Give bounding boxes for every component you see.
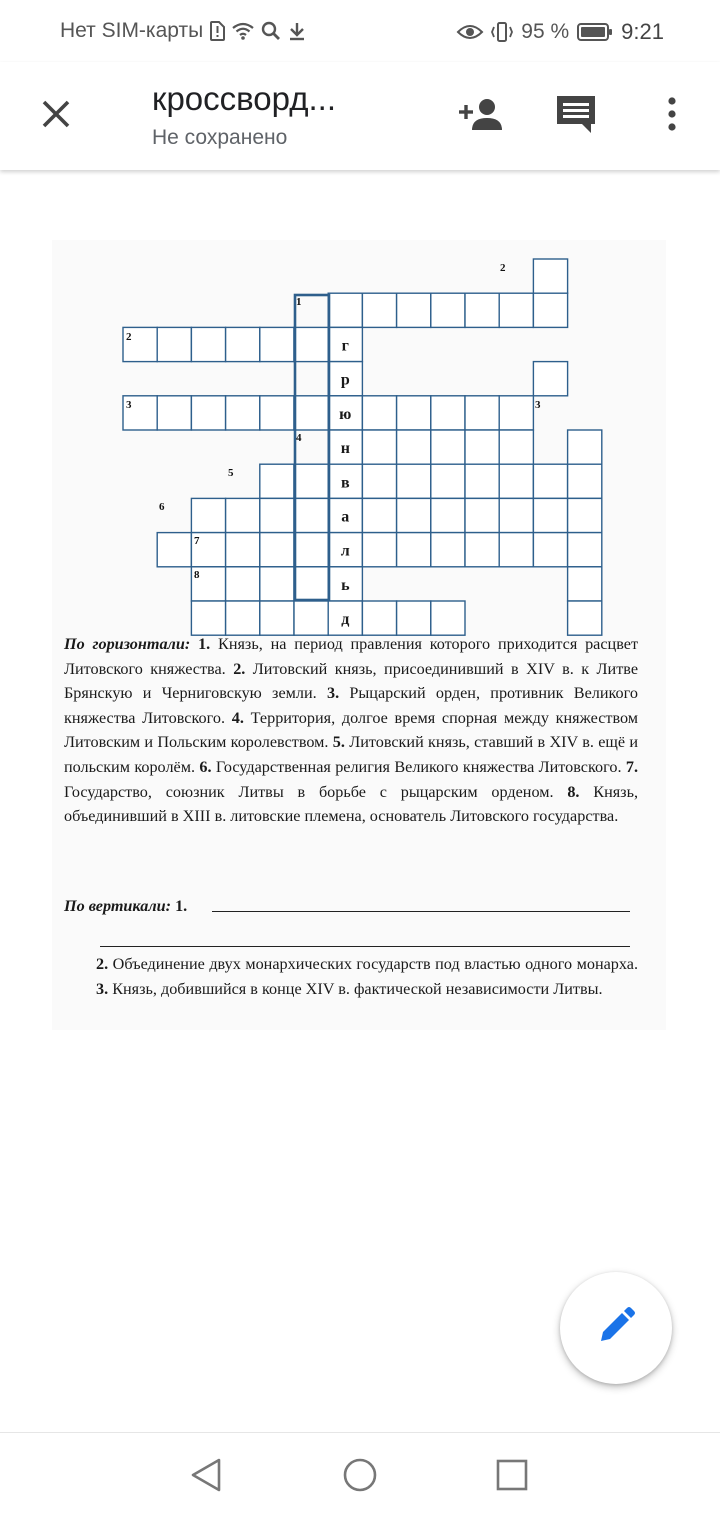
battery-icon [577, 22, 613, 42]
crossword-cell [226, 396, 260, 430]
clue-number: 2. [233, 659, 246, 678]
crossword-cell [431, 601, 465, 635]
crossword-cell [191, 396, 225, 430]
share-button[interactable] [450, 86, 510, 146]
crossword-cell [568, 464, 602, 498]
clue-number: 7. [625, 757, 639, 776]
crossword-cell [533, 293, 567, 327]
crossword-cell [397, 464, 431, 498]
clue-text: Рыцарский орден, противник Великого княжества Литовского. [64, 684, 638, 727]
more-vert-icon [667, 97, 677, 136]
crossword-cell [260, 567, 294, 601]
crossword-cell [362, 464, 396, 498]
clue-number: 3 [126, 399, 132, 411]
close-icon [41, 99, 71, 134]
crossword-cell [533, 259, 567, 293]
vertical-clue-number: 1. [175, 897, 188, 915]
crossword-cell [431, 396, 465, 430]
crossword-cell [533, 533, 567, 567]
crossword-cell [260, 396, 294, 430]
app-bar [0, 62, 720, 170]
crossword-cell [294, 567, 328, 601]
crossword-cell [499, 430, 533, 464]
clock: 9:21 [621, 19, 664, 44]
clue-text: Литовский князь, ставший в XIV в. ещё и польским королём. [64, 733, 639, 776]
crossword-cell [294, 464, 328, 498]
crossword-grid [52, 240, 666, 629]
crossword-letter: ю [339, 405, 352, 423]
crossword-cell [465, 396, 499, 430]
crossword-cell [362, 396, 396, 430]
save-status: Не сохранено [152, 126, 288, 149]
clue-text: Объединение двух монархических государств под властью одного монарха. [112, 955, 639, 973]
crossword-cell [465, 533, 499, 567]
crossword-cell [465, 293, 499, 327]
comment-button[interactable] [546, 86, 606, 146]
crossword-cell [533, 464, 567, 498]
crossword-cell [362, 498, 396, 532]
back-button[interactable] [184, 1455, 228, 1499]
crossword-cell [157, 327, 191, 361]
search-icon [261, 21, 281, 41]
crossword-cell [362, 430, 396, 464]
crossword-letter: л [340, 542, 350, 560]
crossword-cell [568, 430, 602, 464]
crossword-cell [499, 533, 533, 567]
crossword-cell [431, 464, 465, 498]
recents-button[interactable] [490, 1455, 534, 1499]
crossword-cell [397, 396, 431, 430]
crossword-cell [294, 498, 328, 532]
crossword-cell [397, 498, 431, 532]
clue-number: 5. [332, 733, 345, 752]
document-title[interactable]: кроссворд... [152, 80, 337, 117]
crossword-cell [226, 327, 260, 361]
crossword-cell [568, 533, 602, 567]
crossword-cell [397, 601, 431, 635]
crossword-letter: в [340, 474, 350, 492]
horizontal-heading: По горизонтали: [64, 635, 191, 653]
crossword-cell [568, 567, 602, 601]
clue-number: 5 [228, 467, 234, 479]
crossword-cell [260, 464, 294, 498]
crossword-cell [431, 498, 465, 532]
system-nav-bar [0, 1432, 720, 1520]
clue-number: 2. [96, 955, 109, 973]
crossword-cell [328, 293, 362, 327]
crossword-cell [226, 567, 260, 601]
crossword-cell [226, 498, 260, 532]
crossword-letter: ь [341, 576, 350, 594]
crossword-letter: а [341, 508, 350, 526]
crossword-cell [397, 293, 431, 327]
vertical-heading-row [64, 894, 187, 919]
crossword-cell [157, 533, 191, 567]
clue-number: 3. [326, 684, 340, 703]
vertical-heading: По вертикали: [64, 897, 172, 915]
clue-number: 8 [194, 569, 200, 581]
clue-number: 6. [199, 757, 212, 776]
crossword-cell [465, 430, 499, 464]
clue-text: Князь, объединивший в XIII в. литовские племена, основатель Литовского государства. [64, 782, 638, 826]
eye-icon [457, 22, 483, 42]
clue-number: 4. [231, 708, 244, 727]
edit-button[interactable] [560, 1272, 672, 1384]
carrier-text: Нет SIM-карты [60, 19, 204, 42]
crossword-cell [191, 498, 225, 532]
clue-text: Государство, союзник Литвы в борьбе с рыцарским орденом. [64, 782, 554, 801]
crossword-letter: г [341, 337, 349, 355]
status-bar [0, 0, 720, 62]
home-button[interactable] [338, 1455, 382, 1499]
crossword-cell [226, 533, 260, 567]
clue-number: 2 [126, 331, 132, 343]
crossword-cell [568, 601, 602, 635]
crossword-cell [431, 293, 465, 327]
back-icon [189, 1457, 223, 1498]
crossword-cell [294, 396, 328, 430]
clue-number: 3 [535, 399, 541, 411]
crossword-cell [533, 498, 567, 532]
comment-icon [555, 94, 597, 139]
sim-alert-icon [209, 21, 225, 41]
crossword-cell [294, 533, 328, 567]
clue-number: 4 [296, 432, 302, 444]
home-icon [342, 1457, 378, 1498]
clue-text: Князь, добившийся в конце XIV в. фактической независимости Литвы. [112, 979, 603, 998]
vibrate-icon [491, 21, 513, 43]
answer-line [100, 946, 630, 947]
clue-number: 3. [96, 979, 109, 998]
crossword-letter: р [340, 371, 350, 389]
crossword-cell [362, 601, 396, 635]
crossword-cell [294, 601, 328, 635]
crossword-cell [226, 601, 260, 635]
clue-number: 2 [500, 262, 506, 274]
crossword-letter: д [341, 611, 350, 629]
close-button[interactable] [26, 86, 86, 146]
clue-number: 6 [159, 501, 165, 513]
edit-pencil-icon [596, 1306, 636, 1351]
crossword-cell [499, 293, 533, 327]
battery-percent: 95 % [521, 20, 570, 43]
document-page[interactable] [52, 240, 666, 1030]
wifi-icon [231, 21, 255, 41]
download-icon [287, 21, 307, 41]
crossword-cell [499, 464, 533, 498]
clue-number: 8. [567, 782, 580, 801]
crossword-cell [362, 293, 396, 327]
crossword-cell [499, 396, 533, 430]
clue-number: 1. [198, 635, 211, 653]
clue-text: Государственная религия Великого княжества Литовского. [215, 757, 622, 776]
vertical-clues [96, 952, 638, 1001]
crossword-cell [397, 533, 431, 567]
crossword-cell [362, 533, 396, 567]
crossword-cell [465, 464, 499, 498]
more-options-button[interactable] [642, 86, 702, 146]
horizontal-clues [64, 632, 638, 829]
crossword-cell [260, 601, 294, 635]
crossword-letter: н [340, 440, 350, 458]
clue-text: Литовский князь, присоединивший в XIV в. к Литве Брянскую и Черниговскую земли. [64, 659, 639, 703]
clue-number: 7 [194, 535, 200, 547]
title-block [152, 80, 422, 150]
crossword-cell [397, 430, 431, 464]
clue-text: Территория, долгое время спорная между княжеством Литовским и Польским королевством. [64, 708, 639, 752]
crossword-cell [191, 327, 225, 361]
add-person-icon [457, 97, 503, 136]
crossword-cell [157, 396, 191, 430]
crossword-cell [499, 498, 533, 532]
crossword-cell [533, 362, 567, 396]
crossword-cell [431, 533, 465, 567]
answer-line [212, 911, 630, 912]
crossword-cell [568, 498, 602, 532]
crossword-cell [260, 533, 294, 567]
crossword-cell [191, 601, 225, 635]
clue-number: 1 [296, 296, 302, 308]
recents-icon [496, 1459, 528, 1496]
crossword-cell [431, 430, 465, 464]
crossword-cell [260, 327, 294, 361]
crossword-cell [260, 498, 294, 532]
clue-text: Князь, на период правления которого приходится расцвет Литовского княжества. [64, 635, 639, 678]
crossword-cell [294, 327, 328, 361]
crossword-cell [465, 498, 499, 532]
